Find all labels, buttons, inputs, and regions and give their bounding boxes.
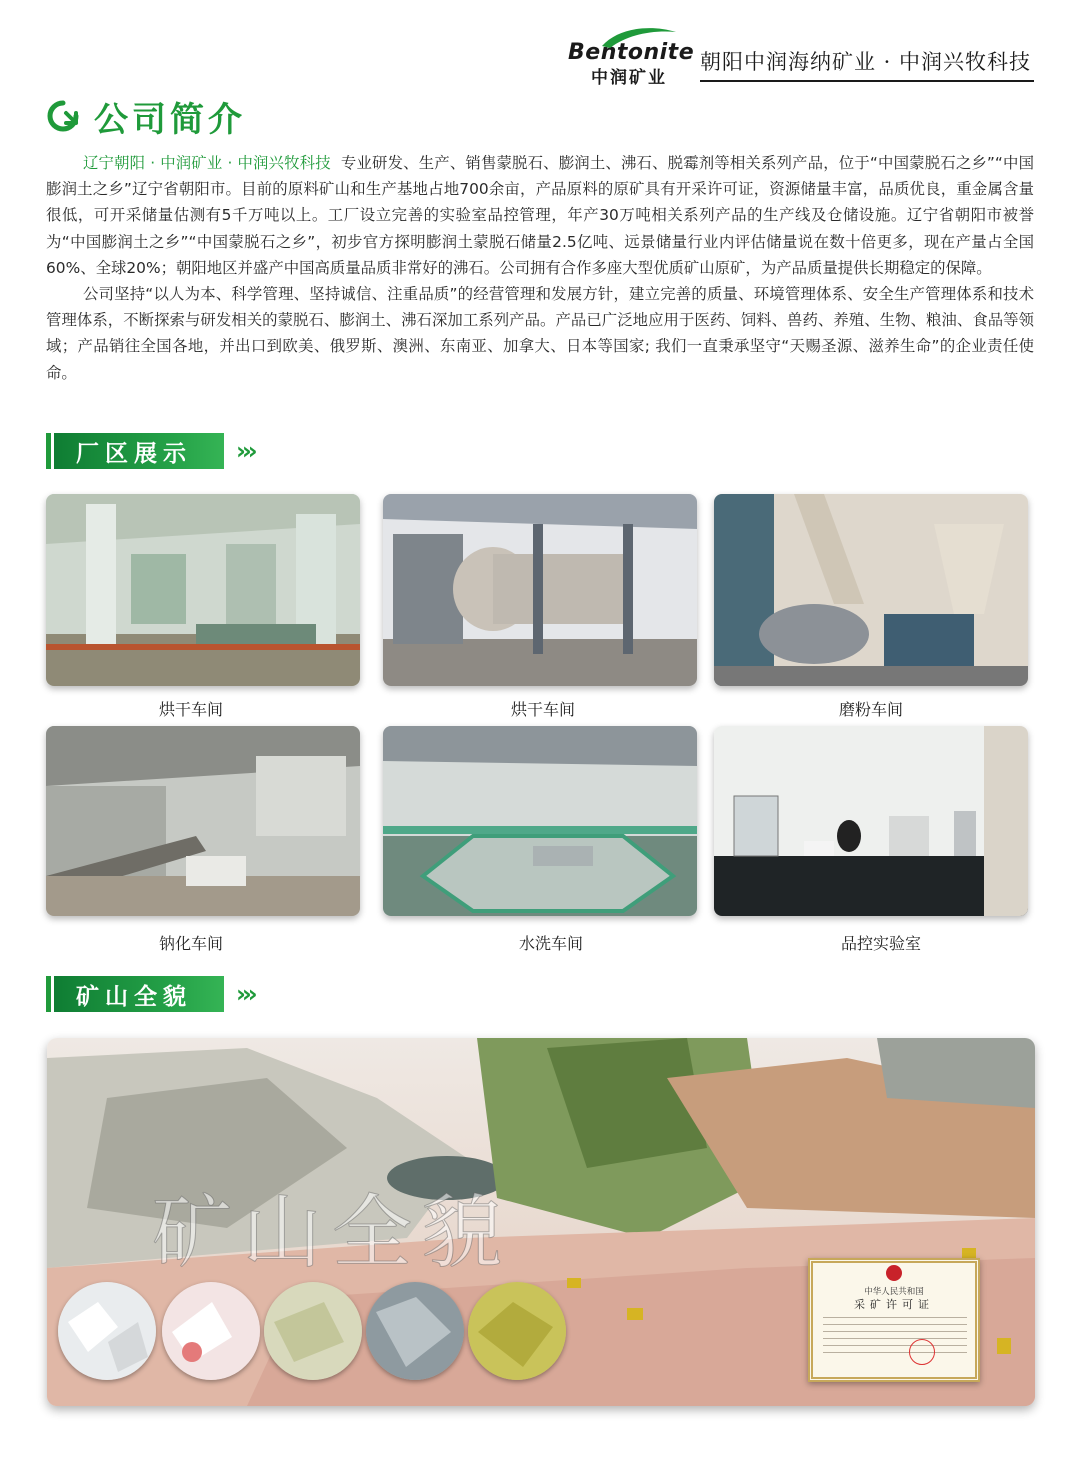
chevrons-right-icon: ›››: [236, 980, 254, 1008]
sample-white-bentonite: [58, 1282, 156, 1380]
factory-section-title: 厂区展示: [54, 433, 224, 469]
brand-name-cn: 中润矿业: [591, 68, 667, 88]
brand-logo: [568, 40, 695, 88]
photo-sodium-workshop: [46, 726, 360, 916]
photo-water-washing-workshop: [383, 726, 697, 916]
national-emblem-icon: [886, 1265, 902, 1281]
refresh-arrow-icon: [46, 99, 80, 133]
intro-paragraph-2: 公司坚持“以人为本、科学管理、坚持诚信、注重品质”的经营管理和发展方针，建立完善的质量、环境管理体系、安全生产管理体系和技术管理体系，不断探索与研发相关的蒙脱石、膨润土、沸石深加工系列产品。产品已广泛地应用于医药、饲料、兽药、养殖、生物、粮油、食品等领域；产品销往全国各地，并出口到欧美、俄罗斯、澳洲、东南亚、加拿大、日本等国家; 我们一直秉承坚守“天赐圣源、滋养生命”的企业责任使命。: [46, 285, 1034, 382]
factory-section-tab: [46, 433, 254, 469]
profile-heading-text: 公司简介: [94, 99, 246, 140]
intro-paragraph-1: [46, 150, 1034, 281]
header-title: 朝阳中润海纳矿业 · 中润兴牧科技: [700, 50, 1032, 74]
official-seal-icon: [909, 1339, 935, 1365]
mining-permit-certificate: [808, 1258, 980, 1382]
profile-intro: [46, 150, 1034, 386]
profile-heading: [46, 94, 246, 138]
caption-grinding-workshop: 磨粉车间: [838, 700, 903, 719]
certificate-title: 采矿许可证: [854, 1298, 934, 1311]
intro-body-1: 专业研发、生产、销售蒙脱石、膨润土、沸石、脱霉剂等相关系列产品，位于“中国蒙脱石之乡”“中国膨润土之乡”辽宁省朝阳市。目前的原料矿山和生产基地占地700余亩，产品原料的原矿具有开采许可证，资源储量丰富，品质优良，重金属含量很低，可开采储量估测有5千万吨以上。工厂设立完善的实验室品控管理，年产30万吨相关系列产品的生产线及仓储设施。辽宁省朝阳市被誉为“中国膨润土之乡”“中国蒙脱石之乡”，初步官方探明膨润土蒙脱石储量2.5亿吨、远景储量行业内评估储量说在数十倍更多，现在产量占全国60%、全球20%；朝阳地区并盛产中国高质量品质非常好的沸石。公司拥有合作多座大型优质矿山原矿，为产品质量提供长期稳定的保障。: [46, 154, 1034, 277]
sample-pink-montmorillonite: [162, 1282, 260, 1380]
sample-grey-mineral: [366, 1282, 464, 1380]
chevrons-right-icon: ›››: [236, 437, 254, 465]
header-divider: [700, 80, 1034, 82]
certificate-text-lines: [823, 1317, 967, 1359]
caption-sodium-workshop: 钠化车间: [158, 934, 223, 953]
mine-section-title: 矿山全貌: [54, 976, 224, 1012]
tab-accent-bar: [46, 433, 51, 469]
photo-drying-workshop-2: [383, 494, 697, 686]
tab-accent-bar: [46, 976, 51, 1012]
photo-grinding-workshop: [714, 494, 1028, 686]
intro-lead: 辽宁朝阳 · 中润矿业 · 中润兴牧科技: [82, 154, 331, 172]
mine-watermark-text: 矿山全貌: [152, 1186, 512, 1279]
caption-quality-lab: 品控实验室: [840, 934, 921, 953]
caption-drying-workshop-2: 烘干车间: [510, 700, 575, 719]
caption-drying-workshop-1: 烘干车间: [158, 700, 223, 719]
sample-pale-green-zeolite: [264, 1282, 362, 1380]
sample-yellow-green-mineral: [468, 1282, 566, 1380]
photo-drying-workshop-1: [46, 494, 360, 686]
photo-quality-lab: [714, 726, 1028, 916]
leaf-swoosh-icon: [598, 24, 678, 50]
caption-water-washing-workshop: 水洗车间: [518, 934, 583, 953]
certificate-country: 中华人民共和国: [864, 1287, 924, 1297]
mine-section-tab: [46, 976, 254, 1012]
brand-name-en: Bentonite: [568, 40, 695, 65]
